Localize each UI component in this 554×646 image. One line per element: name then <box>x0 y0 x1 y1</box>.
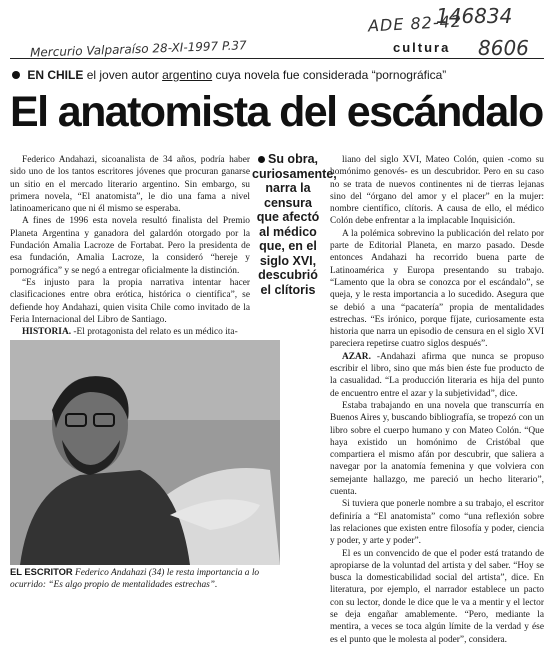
article-paragraph <box>10 154 250 215</box>
paragraph-text: liano del siglo XVI, Mateo Colón, quien -como su homónimo genovés- es un descubridor. Pero en su caso no se trata de nuevos continentes ni de tierras lejanas sino del “órgano del amor y el placer” en la mujer: nombre científico, clítoris. A causa de ello, el médico Colón debe enfrentar a la implacable Inquisición. <box>330 155 544 227</box>
paragraph-lead: AZAR. <box>342 351 371 362</box>
handwritten-number: 146834 <box>436 4 513 28</box>
kicker <box>12 68 446 82</box>
headline: El anatomista del escándalo <box>10 88 543 136</box>
pullquote-text: Su obra, curiosamente, narra la censura que afectó al médico que, en el siglo XVI, descubrió el clítoris <box>252 152 337 297</box>
paragraph-text: A la polémica sobrevino la publicación del relato por parte de Editorial Planeta, en marzo pasado. Desde entonces Andahazi ha recorrido buena parte de Latinoamérica y Europa presentando su trabajo. “Lamento que la obra se conozca por el escándalo”, se queja, y le resta importancia a lo sucedido. Asegura que se debió a una “pacatería” propia de mentalidades estrechas. “Es irónico, porque fíjate, curiosamente esta historia que narra un episodio de censura en el siglo XVI pareciera repetirse cuatro siglos después”. <box>330 228 544 350</box>
paragraph-text: El es un convencido de que el poder está tratando de apropiarse de la voluntad del artista y del saber. “Hoy se busca la domesticabilidad social del artista”, dice. En literatura, por ejemplo, el narrador establece un pacto con su lector, donde le dice que le va a mentir y el lector se deja engañar amablemente. “Pero, mediante la mentira, a veces se toca algún límite de la verdad y ése es el punto que le molesta al poder”, considera. <box>330 548 544 645</box>
caption-lead: EL ESCRITOR <box>10 566 73 577</box>
article-paragraph <box>330 498 544 547</box>
article-paragraph <box>330 228 544 351</box>
article-paragraph <box>330 154 544 228</box>
article-paragraph <box>10 277 250 326</box>
kicker-country: EN CHILE <box>27 68 84 82</box>
article-paragraph <box>330 351 544 400</box>
paragraph-text: -El protagonista del relato es un médico ita- <box>71 327 238 338</box>
kicker-underlined-word: argentino <box>162 68 213 82</box>
paragraph-text: Si tuviera que ponerle nombre a su trabajo, el escritor definiría a “El anatomista” como “una reflexión sobre las relaciones que existen entre filosofía y poder, ciencia y poder, y arte y poder”. <box>330 499 544 547</box>
paragraph-text: “Es injusto para la propia narrativa intentar hacer clasificaciones entre obra erótica, histórica o científica”, se defiende hoy Andahazi, quien visita Chile como invitado de la Feria Internacional del Libro de Santiago. <box>10 277 250 325</box>
caption-text: Federico Andahazi (34) le resta importancia a lo ocurrido: “Es algo propio de mentalidades estrechas”. <box>10 568 260 590</box>
bullet-icon <box>12 71 20 79</box>
header-divider <box>10 58 544 59</box>
article-paragraph <box>10 326 250 338</box>
bullet-icon <box>258 156 265 163</box>
handwritten-page-code: 8606 <box>478 36 529 60</box>
article-column-left <box>10 154 250 338</box>
kicker-text-before: el joven autor <box>86 68 163 82</box>
author-portrait-illustration <box>10 340 280 565</box>
pullquote <box>252 152 337 297</box>
handwritten-date-note: Mercurio Valparaíso 28-XI-1997 P.37 <box>29 38 247 60</box>
section-label: cultura <box>393 40 451 55</box>
paragraph-lead: HISTORIA. <box>22 327 72 338</box>
article-paragraph <box>330 400 544 498</box>
photo-caption <box>10 566 282 591</box>
paragraph-text: -Andahazi afirma que nunca se propuso escribir el libro, sino que más bien éste fue producto de la casualidad. “La producción literaria es hija del punto de encuentro entre el azar y la subjetividad”, dice. <box>330 351 544 399</box>
paragraph-text: A fines de 1996 esta novela resultó finalista del Premio Planeta Argentina y ganadora del galardón otorgado por la Fundación Amalia Lacroze de Fortabat. Pero la presidenta de esa fundación, Amalia Lacroze, la consideró “hereje y pornográfica” y se negó a entregar oficialmente la distinción. <box>10 216 250 276</box>
article-paragraph <box>10 215 250 276</box>
handwritten-stamp: ADE 82-42 <box>367 11 463 36</box>
paragraph-text: Estaba trabajando en una novela que transcurría en Buenos Aires y, buscando bibliografía, se tropezó con un libro sobre el cuerpo humano y con Mateo Colón. “Que haya existido un homónimo de Cristóbal que compartiera el mismo afán por descubrir, que saliera a navegar por la anatomía femenina y que volviera con semejante hallazgo, me pareció un hecho literario”, cuenta. <box>330 400 544 498</box>
article-column-right <box>330 154 544 646</box>
author-photo <box>10 340 280 565</box>
article-paragraph <box>330 548 544 646</box>
kicker-text-after: cuya novela fue considerada “pornográfica” <box>215 68 447 82</box>
paragraph-text: Federico Andahazi, sicoanalista de 34 años, podría haber sido uno de los tantos escritores jóvenes que procuran ganarse un sitio en el mercado literario argentino. Sin embargo, su primera novela, “El anatomista”, le dio una fama a nivel latinoamericano que ni él mismo se esperaba. <box>10 155 250 215</box>
